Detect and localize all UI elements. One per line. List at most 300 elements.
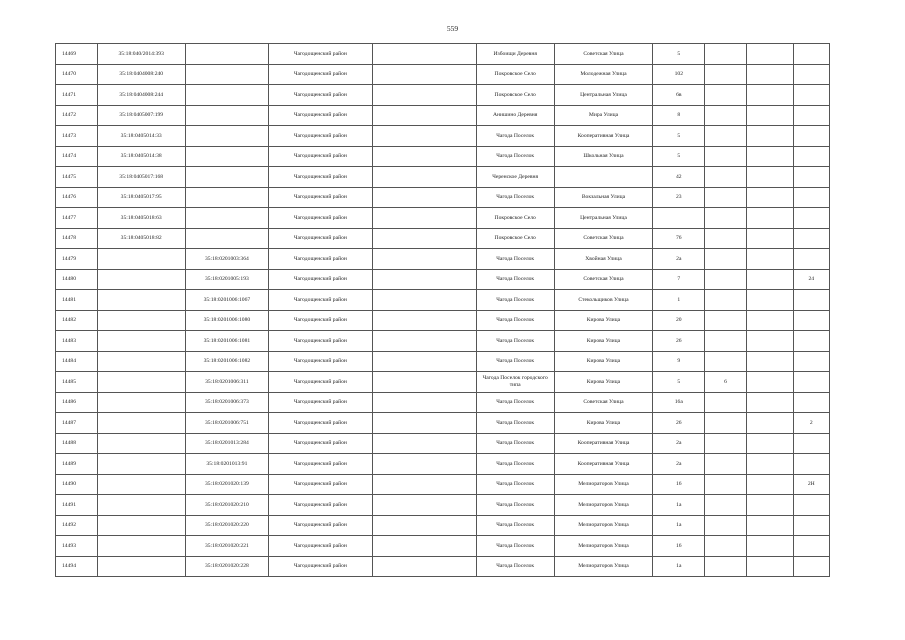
table-row (56, 249, 830, 270)
table-row (56, 515, 830, 536)
cadastral-number-cell (185, 187, 268, 208)
house-number-cell: 5 (653, 126, 705, 147)
table-row (56, 536, 830, 557)
table-row (56, 228, 830, 249)
settlement-cell: Чагода Поселок (476, 433, 554, 454)
municipality-cell (372, 228, 476, 249)
cadastral-number-cell (185, 228, 268, 249)
apartment-cell (793, 310, 829, 331)
house-number-cell: 102 (653, 64, 705, 85)
structure-cell (746, 536, 793, 557)
table-row (56, 372, 830, 393)
cadastral-number-cell (185, 167, 268, 188)
table-row (56, 187, 830, 208)
building-cell (705, 495, 747, 516)
apartment-cell (793, 433, 829, 454)
house-number-cell: 2а (653, 454, 705, 475)
house-number-cell (653, 208, 705, 229)
building-cell (705, 269, 747, 290)
building-cell (705, 85, 747, 106)
apartment-cell (793, 290, 829, 311)
apartment-cell (793, 64, 829, 85)
municipality-cell (372, 208, 476, 229)
municipality-cell (372, 433, 476, 454)
settlement-cell: Покровское Село (476, 85, 554, 106)
municipality-cell (372, 474, 476, 495)
page-number: 559 (446, 24, 459, 33)
apartment-cell (793, 372, 829, 393)
structure-cell (746, 413, 793, 434)
street-cell: Центральная Улица (554, 85, 653, 106)
record-number-cell: 14482 (56, 310, 98, 331)
cadastral-number-cell: 35:18:0201013:284 (185, 433, 268, 454)
apartment-cell (793, 536, 829, 557)
apartment-cell (793, 167, 829, 188)
cadastral-number-old-cell (97, 269, 185, 290)
settlement-cell: Чагода Поселок (476, 269, 554, 290)
house-number-cell: 6в (653, 85, 705, 106)
apartment-cell (793, 208, 829, 229)
district-cell: Чагодощенский район (268, 208, 372, 229)
municipality-cell (372, 167, 476, 188)
street-cell (554, 167, 653, 188)
cadastral-number-old-cell: 35:18:040/2014:393 (97, 44, 185, 65)
house-number-cell: 23 (653, 187, 705, 208)
structure-cell (746, 392, 793, 413)
municipality-cell (372, 290, 476, 311)
cadastral-number-cell: 35:18:0201003:364 (185, 249, 268, 270)
municipality-cell (372, 331, 476, 352)
building-cell (705, 187, 747, 208)
table-row (56, 64, 830, 85)
house-number-cell: 26 (653, 331, 705, 352)
cadastral-number-cell: 35:18:0201020:210 (185, 495, 268, 516)
cadastral-number-old-cell (97, 351, 185, 372)
district-cell: Чагодощенский район (268, 310, 372, 331)
cadastral-number-cell: 35:18:0201013:91 (185, 454, 268, 475)
table-row (56, 290, 830, 311)
settlement-cell: Чагода Поселок (476, 392, 554, 413)
district-cell: Чагодощенский район (268, 249, 372, 270)
structure-cell (746, 433, 793, 454)
building-cell (705, 474, 747, 495)
cadastral-number-cell (185, 146, 268, 167)
building-cell (705, 515, 747, 536)
district-cell: Чагодощенский район (268, 392, 372, 413)
record-number-cell: 14471 (56, 85, 98, 106)
structure-cell (746, 331, 793, 352)
cadastral-number-cell: 35:18:0201020:221 (185, 536, 268, 557)
apartment-cell (793, 495, 829, 516)
apartment-cell (793, 44, 829, 65)
cadastral-number-old-cell (97, 515, 185, 536)
settlement-cell: Чагода Поселок (476, 146, 554, 167)
table-row (56, 474, 830, 495)
district-cell: Чагодощенский район (268, 85, 372, 106)
cadastral-number-cell (185, 208, 268, 229)
street-cell: Советская Улица (554, 392, 653, 413)
house-number-cell: 5 (653, 44, 705, 65)
building-cell (705, 208, 747, 229)
settlement-cell: Чагода Поселок (476, 351, 554, 372)
building-cell (705, 126, 747, 147)
municipality-cell (372, 413, 476, 434)
settlement-cell: Чагода Поселок (476, 310, 554, 331)
cadastral-number-cell (185, 105, 268, 126)
cadastral-number-old-cell (97, 433, 185, 454)
cadastral-number-old-cell: 35:18:0405017:95 (97, 187, 185, 208)
municipality-cell (372, 146, 476, 167)
street-cell: Вокзальная Улица (554, 187, 653, 208)
house-number-cell: 2а (653, 249, 705, 270)
district-cell: Чагодощенский район (268, 515, 372, 536)
table-row (56, 146, 830, 167)
street-cell: Мелиораторов Улица (554, 536, 653, 557)
street-cell: Советская Улица (554, 228, 653, 249)
municipality-cell (372, 351, 476, 372)
district-cell: Чагодощенский район (268, 474, 372, 495)
table-row (56, 44, 830, 65)
structure-cell (746, 44, 793, 65)
district-cell: Чагодощенский район (268, 44, 372, 65)
cadastral-number-cell: 35:18:0201006:1067 (185, 290, 268, 311)
settlement-cell: Чагода Поселок (476, 413, 554, 434)
settlement-cell: Чагода Поселок (476, 495, 554, 516)
cadastral-number-old-cell: 35:18:0404008:240 (97, 64, 185, 85)
settlement-cell: Чагода Поселок (476, 556, 554, 577)
table-row (56, 392, 830, 413)
cadastral-number-old-cell (97, 392, 185, 413)
record-number-cell: 14475 (56, 167, 98, 188)
building-cell (705, 105, 747, 126)
table-row (56, 85, 830, 106)
cadastral-number-old-cell (97, 249, 185, 270)
building-cell (705, 167, 747, 188)
district-cell: Чагодощенский район (268, 167, 372, 188)
building-cell (705, 310, 747, 331)
record-number-cell: 14486 (56, 392, 98, 413)
cadastral-number-cell (185, 64, 268, 85)
table-row (56, 269, 830, 290)
table-row (56, 331, 830, 352)
district-cell: Чагодощенский район (268, 290, 372, 311)
apartment-cell: 24 (793, 269, 829, 290)
settlement-cell: Чагода Поселок (476, 249, 554, 270)
structure-cell (746, 126, 793, 147)
record-number-cell: 14493 (56, 536, 98, 557)
municipality-cell (372, 454, 476, 475)
municipality-cell (372, 372, 476, 393)
cadastral-number-old-cell (97, 290, 185, 311)
cadastral-number-cell (185, 85, 268, 106)
cadastral-number-old-cell: 35:18:0405014:33 (97, 126, 185, 147)
settlement-cell: Чагода Поселок (476, 290, 554, 311)
record-number-cell: 14480 (56, 269, 98, 290)
apartment-cell (793, 85, 829, 106)
street-cell: Кооперативная Улица (554, 454, 653, 475)
street-cell: Кирова Улица (554, 351, 653, 372)
structure-cell (746, 208, 793, 229)
street-cell: Мелиораторов Улица (554, 556, 653, 577)
house-number-cell: 5 (653, 146, 705, 167)
district-cell: Чагодощенский район (268, 126, 372, 147)
table-row (56, 208, 830, 229)
district-cell: Чагодощенский район (268, 413, 372, 434)
record-number-cell: 14485 (56, 372, 98, 393)
structure-cell (746, 64, 793, 85)
record-number-cell: 14489 (56, 454, 98, 475)
house-number-cell: 16 (653, 536, 705, 557)
district-cell: Чагодощенский район (268, 495, 372, 516)
apartment-cell (793, 146, 829, 167)
municipality-cell (372, 249, 476, 270)
district-cell: Чагодощенский район (268, 64, 372, 85)
building-cell (705, 290, 747, 311)
cadastral-number-cell (185, 44, 268, 65)
cadastral-number-old-cell (97, 331, 185, 352)
apartment-cell: 2Н (793, 474, 829, 495)
structure-cell (746, 249, 793, 270)
cadastral-number-cell: 35:18:0201006:1080 (185, 310, 268, 331)
table-row (56, 495, 830, 516)
table-row (56, 556, 830, 577)
street-cell: Кирова Улица (554, 372, 653, 393)
record-number-cell: 14487 (56, 413, 98, 434)
apartment-cell (793, 556, 829, 577)
record-number-cell: 14477 (56, 208, 98, 229)
structure-cell (746, 228, 793, 249)
record-number-cell: 14492 (56, 515, 98, 536)
settlement-cell: Анишино Деревня (476, 105, 554, 126)
table-row (56, 167, 830, 188)
cadastral-number-old-cell: 35:18:0405018:63 (97, 208, 185, 229)
building-cell (705, 413, 747, 434)
house-number-cell: 16 (653, 474, 705, 495)
table-body (56, 44, 830, 577)
cadastral-number-old-cell (97, 474, 185, 495)
house-number-cell: 1а (653, 515, 705, 536)
cadastral-number-old-cell (97, 536, 185, 557)
cadastral-number-old-cell: 35:18:0405014:38 (97, 146, 185, 167)
municipality-cell (372, 187, 476, 208)
settlement-cell: Покровское Село (476, 64, 554, 85)
building-cell: 6 (705, 372, 747, 393)
cadastral-number-cell: 35:18:0201006:1082 (185, 351, 268, 372)
record-number-cell: 14483 (56, 331, 98, 352)
cadastral-number-old-cell (97, 372, 185, 393)
house-number-cell: 42 (653, 167, 705, 188)
cadastral-number-cell: 35:18:0201005:193 (185, 269, 268, 290)
street-cell: Хвойная Улица (554, 249, 653, 270)
cadastral-number-old-cell: 35:18:0405018:82 (97, 228, 185, 249)
record-number-cell: 14484 (56, 351, 98, 372)
apartment-cell (793, 126, 829, 147)
municipality-cell (372, 44, 476, 65)
table-row (56, 433, 830, 454)
apartment-cell (793, 187, 829, 208)
table-row (56, 105, 830, 126)
building-cell (705, 64, 747, 85)
district-cell: Чагодощенский район (268, 351, 372, 372)
table-row (56, 126, 830, 147)
cadastral-number-cell: 35:18:0201006:311 (185, 372, 268, 393)
house-number-cell: 8 (653, 105, 705, 126)
building-cell (705, 44, 747, 65)
structure-cell (746, 556, 793, 577)
municipality-cell (372, 105, 476, 126)
apartment-cell (793, 249, 829, 270)
district-cell: Чагодощенский район (268, 146, 372, 167)
street-cell: Кирова Улица (554, 413, 653, 434)
structure-cell (746, 474, 793, 495)
settlement-cell: Чагода Поселок (476, 454, 554, 475)
table-row (56, 454, 830, 475)
house-number-cell: 76 (653, 228, 705, 249)
structure-cell (746, 105, 793, 126)
municipality-cell (372, 269, 476, 290)
table-row (56, 310, 830, 331)
house-number-cell: 1а (653, 556, 705, 577)
district-cell: Чагодощенский район (268, 454, 372, 475)
house-number-cell: 16а (653, 392, 705, 413)
settlement-cell: Чагода Поселок (476, 474, 554, 495)
district-cell: Чагодощенский район (268, 433, 372, 454)
structure-cell (746, 187, 793, 208)
apartment-cell (793, 454, 829, 475)
structure-cell (746, 454, 793, 475)
structure-cell (746, 310, 793, 331)
municipality-cell (372, 126, 476, 147)
municipality-cell (372, 495, 476, 516)
street-cell: Советская Улица (554, 44, 653, 65)
house-number-cell: 9 (653, 351, 705, 372)
structure-cell (746, 372, 793, 393)
record-number-cell: 14494 (56, 556, 98, 577)
cadastral-number-old-cell: 35:18:0405007:199 (97, 105, 185, 126)
cadastral-number-old-cell: 35:18:0405017:168 (97, 167, 185, 188)
record-number-cell: 14472 (56, 105, 98, 126)
record-number-cell: 14491 (56, 495, 98, 516)
structure-cell (746, 290, 793, 311)
table-row (56, 351, 830, 372)
municipality-cell (372, 310, 476, 331)
cadastral-number-old-cell (97, 454, 185, 475)
structure-cell (746, 146, 793, 167)
municipality-cell (372, 392, 476, 413)
district-cell: Чагодощенский район (268, 536, 372, 557)
building-cell (705, 351, 747, 372)
cadastral-number-old-cell (97, 495, 185, 516)
street-cell: Мира Улица (554, 105, 653, 126)
district-cell: Чагодощенский район (268, 372, 372, 393)
building-cell (705, 146, 747, 167)
structure-cell (746, 269, 793, 290)
district-cell: Чагодощенский район (268, 331, 372, 352)
settlement-cell: Чагода Поселок (476, 126, 554, 147)
district-cell: Чагодощенский район (268, 556, 372, 577)
structure-cell (746, 167, 793, 188)
building-cell (705, 433, 747, 454)
settlement-cell: Покровское Село (476, 228, 554, 249)
apartment-cell: 2 (793, 413, 829, 434)
cadastral-number-old-cell (97, 556, 185, 577)
table-row (56, 413, 830, 434)
district-cell: Чагодощенский район (268, 228, 372, 249)
apartment-cell (793, 331, 829, 352)
street-cell: Кирова Улица (554, 310, 653, 331)
street-cell: Мелиораторов Улица (554, 474, 653, 495)
structure-cell (746, 85, 793, 106)
building-cell (705, 331, 747, 352)
cadastral-number-cell (185, 126, 268, 147)
building-cell (705, 454, 747, 475)
structure-cell (746, 351, 793, 372)
street-cell: Кирова Улица (554, 331, 653, 352)
house-number-cell: 5 (653, 372, 705, 393)
house-number-cell: 1а (653, 495, 705, 516)
cadastral-number-old-cell (97, 310, 185, 331)
cadastral-number-cell: 35:18:0201006:1081 (185, 331, 268, 352)
apartment-cell (793, 105, 829, 126)
district-cell: Чагодощенский район (268, 187, 372, 208)
record-number-cell: 14490 (56, 474, 98, 495)
record-number-cell: 14474 (56, 146, 98, 167)
record-number-cell: 14476 (56, 187, 98, 208)
cadastral-number-cell: 35:18:0201006:373 (185, 392, 268, 413)
municipality-cell (372, 515, 476, 536)
building-cell (705, 249, 747, 270)
municipality-cell (372, 64, 476, 85)
house-number-cell: 26 (653, 413, 705, 434)
apartment-cell (793, 351, 829, 372)
registry-table (55, 43, 830, 577)
record-number-cell: 14469 (56, 44, 98, 65)
municipality-cell (372, 556, 476, 577)
house-number-cell: 7 (653, 269, 705, 290)
building-cell (705, 536, 747, 557)
street-cell: Молодежная Улица (554, 64, 653, 85)
settlement-cell: Черенское Деревня (476, 167, 554, 188)
record-number-cell: 14478 (56, 228, 98, 249)
settlement-cell: Чагода Поселок (476, 536, 554, 557)
street-cell: Кооперативная Улица (554, 433, 653, 454)
building-cell (705, 392, 747, 413)
street-cell: Стекольщиков Улица (554, 290, 653, 311)
structure-cell (746, 495, 793, 516)
record-number-cell: 14470 (56, 64, 98, 85)
settlement-cell: Избоищи Деревня (476, 44, 554, 65)
district-cell: Чагодощенский район (268, 269, 372, 290)
street-cell: Кооперативная Улица (554, 126, 653, 147)
cadastral-number-old-cell (97, 413, 185, 434)
municipality-cell (372, 85, 476, 106)
settlement-cell: Чагода Поселок (476, 331, 554, 352)
cadastral-number-cell: 35:18:0201020:139 (185, 474, 268, 495)
street-cell: Советская Улица (554, 269, 653, 290)
record-number-cell: 14473 (56, 126, 98, 147)
street-cell: Школьная Улица (554, 146, 653, 167)
building-cell (705, 556, 747, 577)
house-number-cell: 20 (653, 310, 705, 331)
cadastral-number-cell: 35:18:0201006:751 (185, 413, 268, 434)
record-number-cell: 14481 (56, 290, 98, 311)
settlement-cell: Покровское Село (476, 208, 554, 229)
cadastral-number-cell: 35:18:0201020:228 (185, 556, 268, 577)
record-number-cell: 14479 (56, 249, 98, 270)
municipality-cell (372, 536, 476, 557)
apartment-cell (793, 392, 829, 413)
apartment-cell (793, 515, 829, 536)
